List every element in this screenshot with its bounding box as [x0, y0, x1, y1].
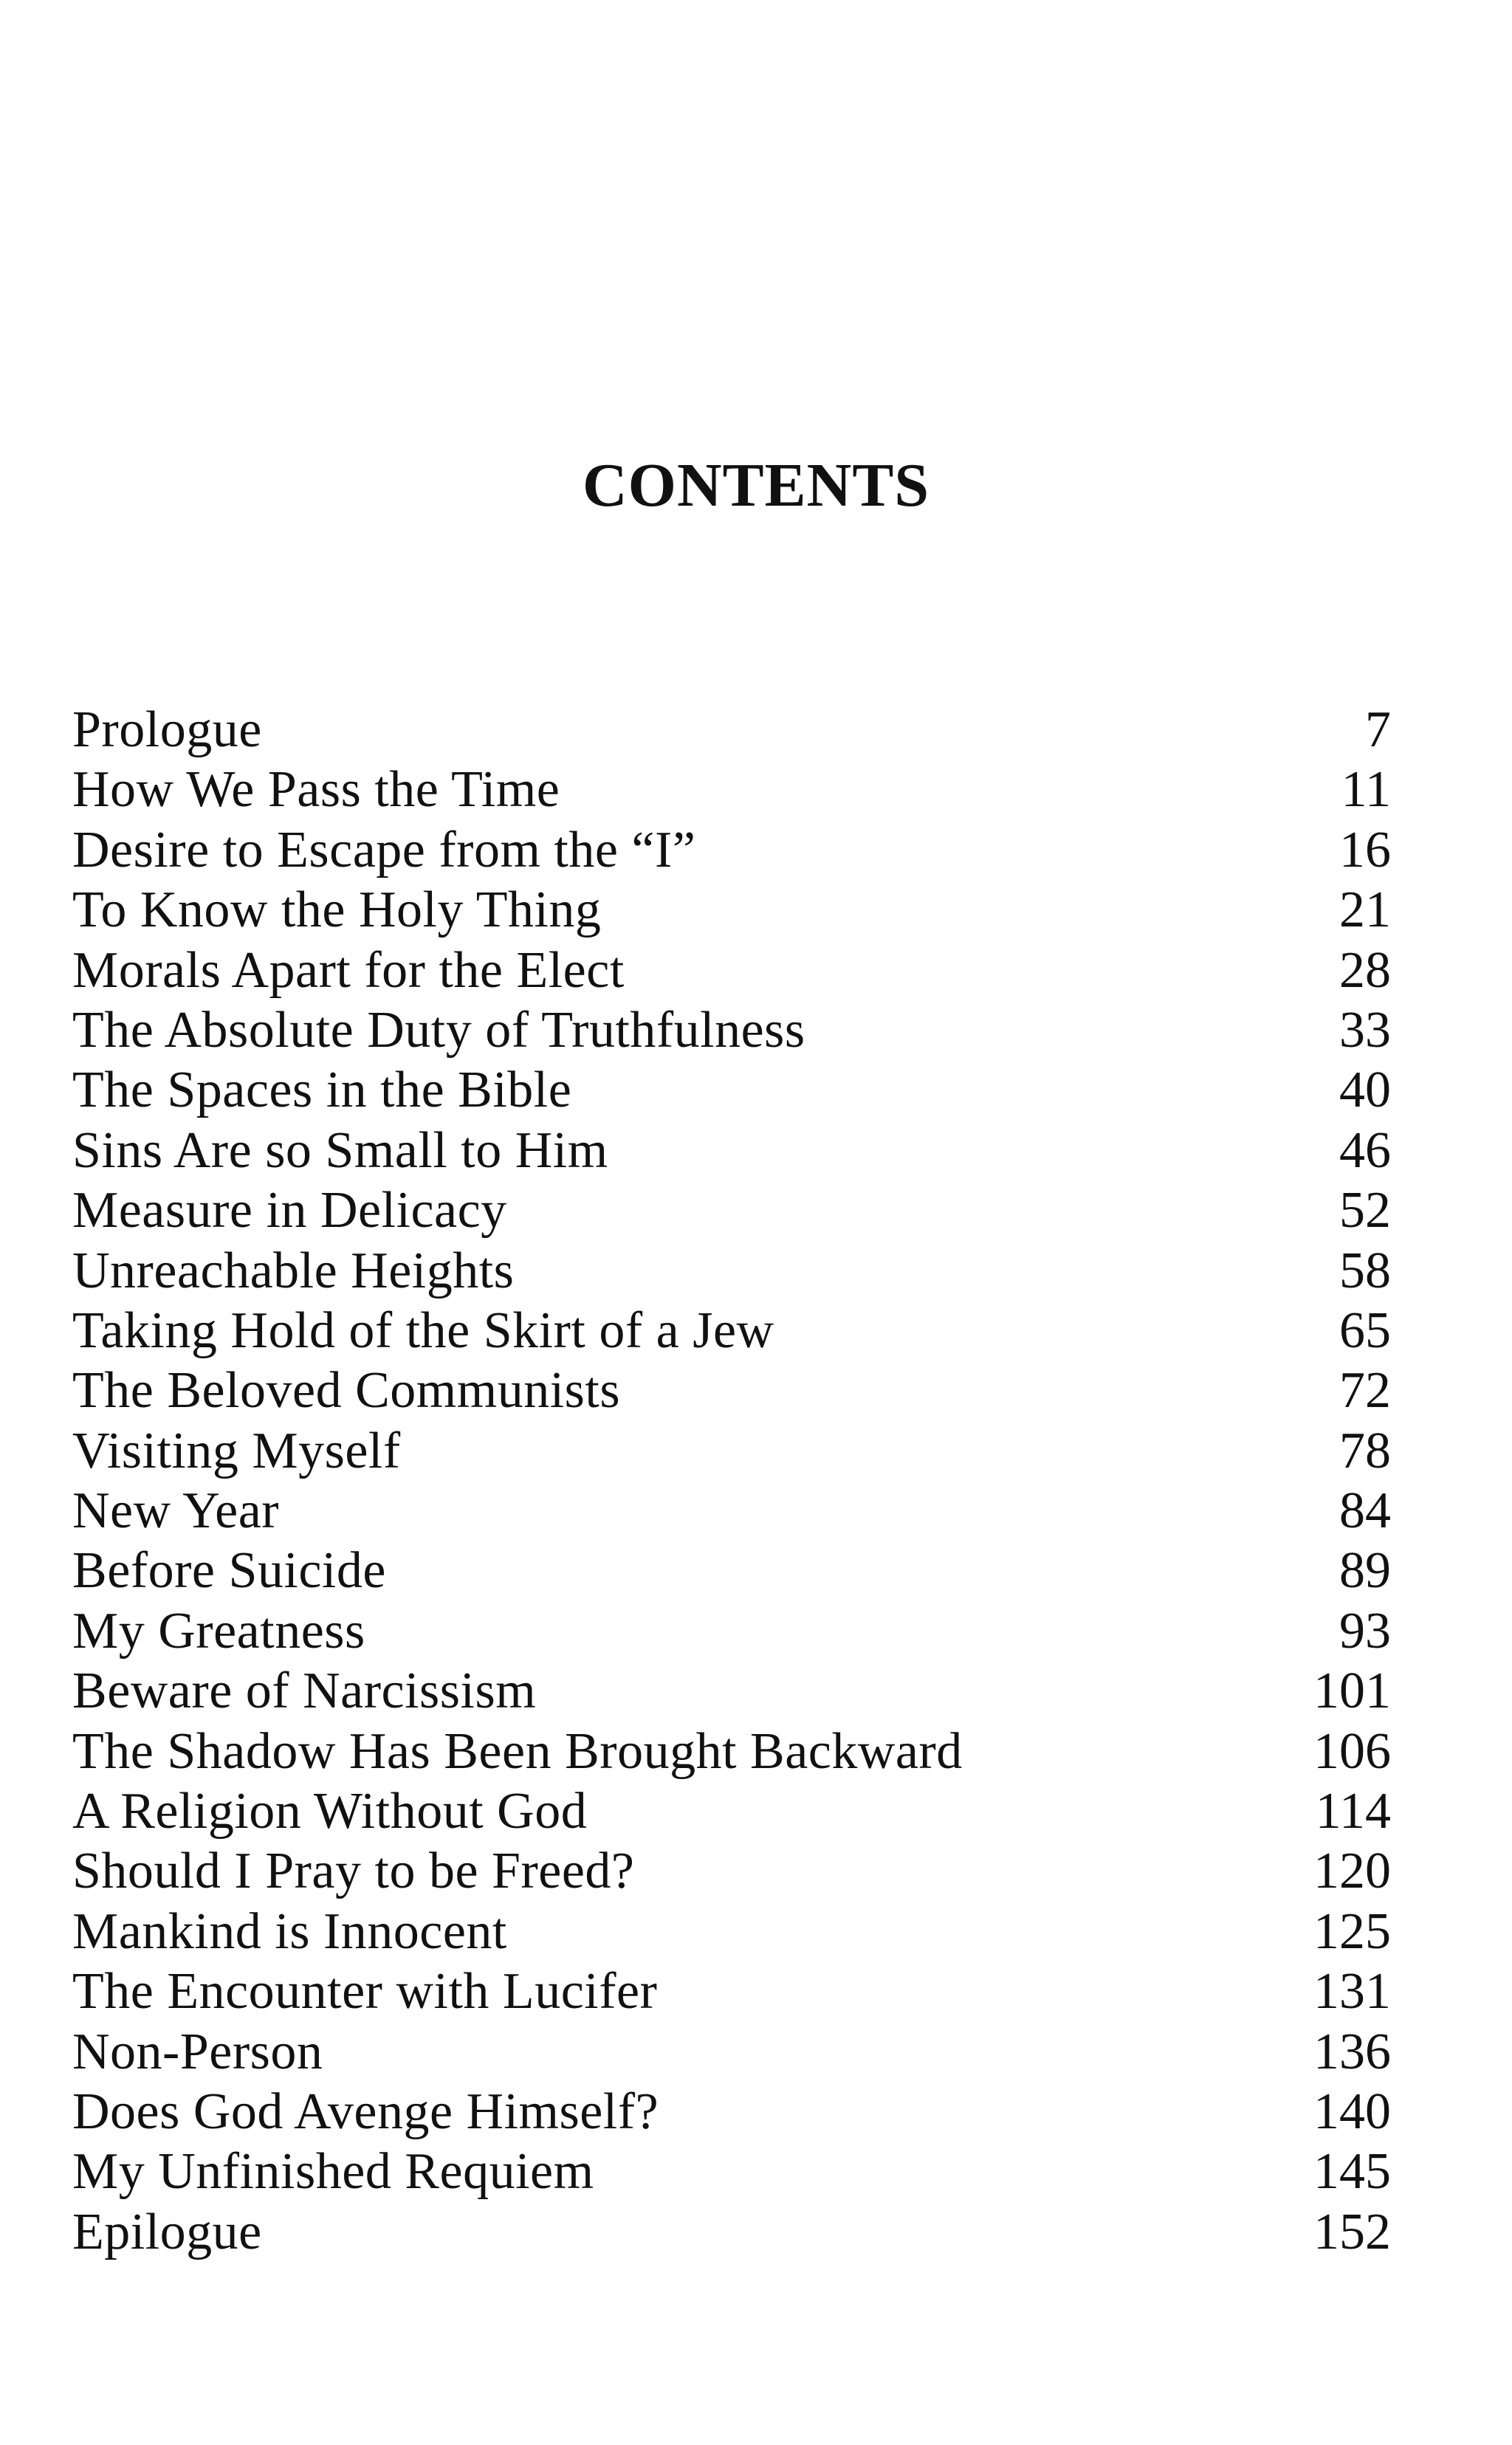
entry-title: A Religion Without God: [72, 1783, 588, 1840]
entry-page-number: 28: [1339, 941, 1391, 999]
toc-entry: [72, 1961, 1391, 2021]
entry-title: The Beloved Communists: [72, 1362, 621, 1420]
toc-entry: [72, 1421, 1391, 1481]
toc-entry: [72, 1361, 1391, 1420]
toc-entry: [72, 2082, 1391, 2142]
toc-entry: [72, 1722, 1391, 1781]
entry-page-number: 21: [1339, 881, 1391, 939]
toc-entry: [72, 1481, 1391, 1541]
toc-entry: [72, 1841, 1391, 1901]
entry-title: New Year: [72, 1482, 280, 1540]
entry-page-number: 93: [1339, 1602, 1391, 1660]
toc-entry: [72, 1121, 1391, 1180]
table-of-contents: [72, 700, 1391, 2262]
entry-title: Morals Apart for the Elect: [72, 941, 625, 999]
entry-title: Visiting Myself: [72, 1422, 401, 1479]
toc-entry: [72, 1781, 1391, 1841]
entry-page-number: 125: [1313, 1902, 1391, 1960]
entry-title: How We Pass the Time: [72, 761, 560, 819]
entry-title: The Spaces in the Bible: [72, 1062, 572, 1119]
entry-page-number: 65: [1339, 1301, 1391, 1359]
entry-title: Should I Pray to be Freed?: [72, 1843, 635, 1900]
entry-title: Prologue: [72, 701, 262, 758]
entry-page-number: 16: [1339, 821, 1391, 878]
page-title: CONTENTS: [582, 451, 930, 520]
entry-page-number: 52: [1339, 1182, 1391, 1239]
entry-page-number: 136: [1313, 2023, 1391, 2080]
entry-title: The Encounter with Lucifer: [72, 1963, 658, 2021]
toc-entry: [72, 880, 1391, 940]
entry-title: The Absolute Duty of Truthfulness: [72, 1001, 805, 1059]
entry-title: Desire to Escape from the “I”: [72, 821, 696, 878]
toc-entry: [72, 2142, 1391, 2201]
entry-title: My Unfinished Requiem: [72, 2143, 594, 2201]
entry-page-number: 120: [1313, 1843, 1391, 1900]
entry-title: My Greatness: [72, 1602, 365, 1660]
toc-entry: [72, 1902, 1391, 1961]
entry-title: To Know the Holy Thing: [72, 881, 602, 939]
toc-entry: [72, 1241, 1391, 1301]
entry-title: Sins Are so Small to Him: [72, 1121, 608, 1179]
entry-page-number: 89: [1339, 1542, 1391, 1600]
toc-entry: [72, 2202, 1391, 2262]
entry-page-number: 72: [1339, 1362, 1391, 1420]
toc-entry: [72, 820, 1391, 880]
entry-title: The Shadow Has Been Brought Backward: [72, 1722, 963, 1780]
entry-page-number: 114: [1315, 1783, 1391, 1840]
entry-page-number: 46: [1339, 1121, 1391, 1179]
entry-page-number: 101: [1313, 1662, 1391, 1720]
entry-page-number: 145: [1313, 2143, 1391, 2201]
entry-page-number: 140: [1313, 2083, 1391, 2140]
entry-title: Mankind is Innocent: [72, 1902, 507, 1960]
entry-page-number: 40: [1339, 1062, 1391, 1119]
toc-entry: [72, 1000, 1391, 1060]
toc-entry: [72, 1661, 1391, 1721]
entry-title: Does God Avenge Himself?: [72, 2083, 659, 2140]
entry-page-number: 84: [1339, 1482, 1391, 1540]
toc-entry: [72, 760, 1391, 819]
entry-title: Taking Hold of the Skirt of a Jew: [72, 1301, 774, 1359]
entry-page-number: 11: [1341, 761, 1391, 819]
entry-page-number: 58: [1339, 1242, 1391, 1299]
entry-title: Non-Person: [72, 2023, 323, 2080]
entry-title: Unreachable Heights: [72, 1242, 515, 1299]
entry-page-number: 152: [1313, 2203, 1391, 2260]
toc-entry: [72, 1601, 1391, 1661]
toc-entry: [72, 940, 1391, 1000]
entry-page-number: 106: [1313, 1722, 1391, 1780]
entry-page-number: 33: [1339, 1001, 1391, 1059]
toc-entry: [72, 1060, 1391, 1120]
toc-entry: [72, 1180, 1391, 1240]
entry-title: Beware of Narcissism: [72, 1662, 537, 1720]
entry-page-number: 131: [1313, 1963, 1391, 2021]
entry-page-number: 7: [1365, 701, 1391, 758]
toc-entry: [72, 1541, 1391, 1600]
entry-title: Before Suicide: [72, 1542, 386, 1600]
entry-page-number: 78: [1339, 1422, 1391, 1479]
toc-entry: [72, 1301, 1391, 1361]
toc-entry: [72, 700, 1391, 760]
entry-title: Epilogue: [72, 2203, 262, 2260]
entry-title: Measure in Delicacy: [72, 1182, 507, 1239]
toc-entry: [72, 2022, 1391, 2082]
